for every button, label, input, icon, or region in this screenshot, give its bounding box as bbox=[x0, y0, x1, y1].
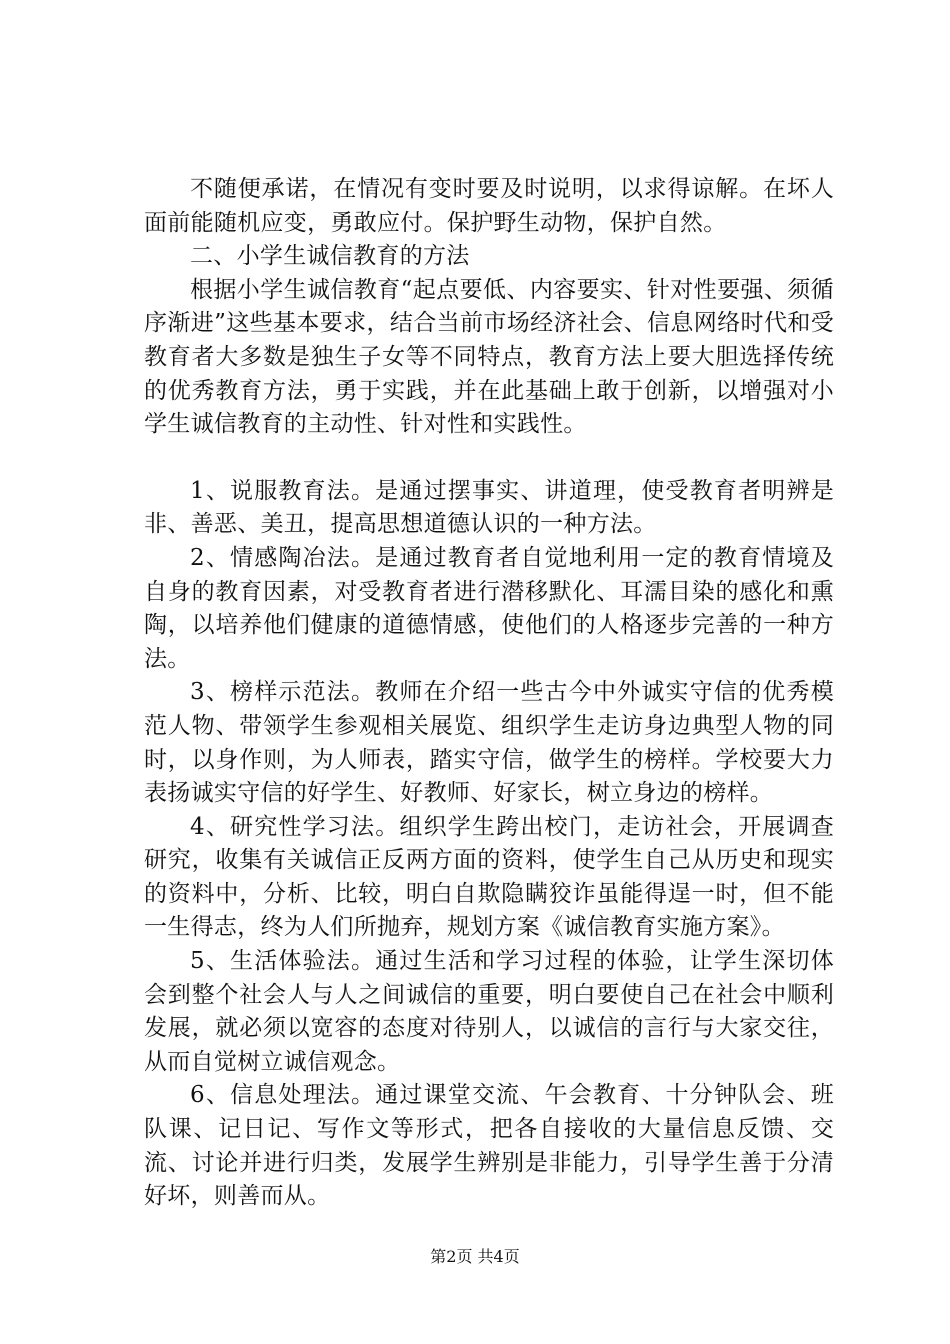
method-item-5: 5、生活体验法。通过生活和学习过程的体验，让学生深切体会到整个社会人与人之间诚信的重要，明白要使自己在社会中顺利发展，就必须以宽容的态度对待别人，以诚信的言行与大家交往，从而自觉树立诚信观念。 bbox=[144, 948, 834, 1075]
method-item-6: 6、信息处理法。通过课堂交流、午会教育、十分钟队会、班队课、记日记、写作文等形式，把各自接收的大量信息反馈、交流、讨论并进行归类，发展学生辨别是非能力，引导学生善于分清好坏，则善而从。 bbox=[144, 1082, 834, 1210]
page-number-footer: 第2页 共4页 bbox=[430, 1247, 520, 1266]
method-item-3: 3、榜样示范法。教师在介绍一些古今中外诚实守信的优秀模范人物、带领学生参观相关展览、组织学生走访身边典型人物的同时，以身作则，为人师表，踏实守信，做学生的榜样。学校要大力表扬诚实守信的好学生、好教师、好家长，树立身边的榜样。 bbox=[144, 679, 834, 807]
method-item-4: 4、研究性学习法。组织学生跨出校门，走访社会，开展调查研究，收集有关诚信正反两方面的资料，使学生自己从历史和现实的资料中，分析、比较，明白自欺隐瞒狡诈虽能得逞一时，但不能一生得志，终为人们所抛弃，规划方案《诚信教育实施方案》。 bbox=[144, 813, 834, 941]
paragraph-intro-continuation: 不随便承诺，在情况有变时要及时说明，以求得谅解。在坏人面前能随机应变，勇敢应付。保护野生动物，保护自然。 bbox=[144, 176, 834, 236]
document-body bbox=[144, 173, 834, 1214]
method-item-1: 1、说服教育法。是通过摆事实、讲道理，使受教育者明辨是非、善恶、美丑，提高思想道德认识的一种方法。 bbox=[144, 477, 834, 538]
method-item-2: 2、情感陶冶法。是通过教育者自觉地利用一定的教育情境及自身的教育因素，对受教育者进行潜移默化、耳濡目染的感化和熏陶，以培养他们健康的道德情感，使他们的人格逐步完善的一种方法。 bbox=[144, 544, 834, 672]
section-heading-methods: 二、小学生诚信教育的方法 bbox=[190, 243, 470, 270]
paragraph-methods-overview: 根据小学生诚信教育“起点要低、内容要实、针对性要强、须循序渐进”这些基本要求，结合当前市场经济社会、信息网络时代和受教育者大多数是独生子女等不同特点，教育方法上要大胆选择传统的优秀教育方法，勇于实践，并在此基础上敢于创新，以增强对小学生诚信教育的主动性、针对性和实践性。 bbox=[144, 276, 834, 438]
paragraph-spacer bbox=[144, 442, 834, 475]
